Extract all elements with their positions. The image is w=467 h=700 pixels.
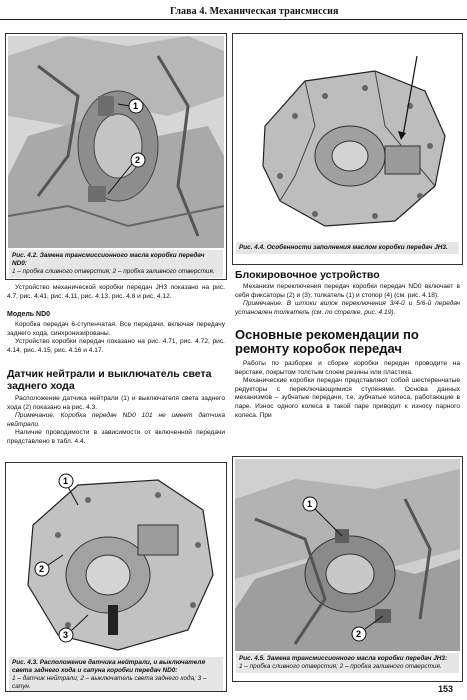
figure-caption (236, 653, 459, 673)
fig43-callout-3: 3 (63, 630, 69, 640)
gearbox-jh3-illustration (235, 36, 460, 236)
figure-4-2 (5, 33, 227, 280)
figure-4-3 (5, 462, 227, 692)
figure-caption (9, 250, 223, 278)
paragraph: Устройство коробки передач показано на рис. 4.71, рис. 4.72, рис. 4.14, рис. 4.15, рис. 4.16 и 4.17. (7, 338, 225, 354)
right-text-block (235, 283, 460, 317)
page-header (0, 0, 467, 22)
header-rule (0, 19, 467, 20)
paragraph: Коробка передач 6-ступенчатая. Все передачи, включая передачу заднего хода, синхронизированы. (7, 321, 225, 337)
figure-4-5 (232, 456, 463, 682)
figure-legend: 1 – пробка сливного отверстия; 2 – пробка заливного отверстия. (12, 268, 215, 275)
paragraph: Расположение датчика нейтрали (1) и выключателя света заднего хода (2) показано на рис. 4.3. (7, 395, 225, 411)
note: Примечание. В штоки вилок переключения 3/4-й и 5/6-й передач установлен толкатель (см. по стрелке, рис. 4.19). (235, 300, 460, 316)
figure-4-4 (232, 33, 463, 265)
figure-legend: 1 – пробка сливного отверстия; 2 – пробка заливного отверстия. (239, 663, 442, 670)
left-text-block (7, 321, 225, 355)
paragraph: Наличие проводимости в зависимости от включенной передачи представлено в табл. 4.4. (7, 429, 225, 445)
section-heading: Блокировочное устройство (235, 269, 380, 281)
note: Примечание. Коробка передач ND0 101 не имеет датчика нейтрали. (7, 412, 225, 428)
figure-title: Рис. 4.5. Замена трансмиссионного масла коробки передач JH3: (239, 655, 448, 662)
gearbox-jh3-oil-change-illustration (235, 459, 460, 651)
section-heading: Датчик нейтрали и выключатель света заднего хода (7, 368, 212, 392)
left-text-block (7, 284, 225, 301)
chapter-title: Глава 4. Механическая трансмиссия (170, 6, 339, 17)
fig43-callout-2: 2 (39, 564, 45, 574)
model-heading: Модель ND0 (7, 311, 51, 318)
left-text-block (7, 395, 225, 447)
figure-title: Рис. 4.4. Особенности заполнения маслом коробки передач JH3. (239, 244, 448, 251)
fig45-callout-1: 1 (307, 499, 313, 509)
paragraph: Устройство механической коробки передач JH3 показано на рис. 4.7, рис. 4.41, рис. 4.11, рис. 4.13, рис. 4.8 и рис. 4.12. (7, 284, 225, 300)
gearbox-nd0-sensors-illustration (8, 465, 224, 655)
figure-caption (9, 657, 223, 692)
figure-caption (236, 242, 459, 254)
gearbox-engine-bay-illustration (8, 36, 224, 248)
page-number: 153 (437, 684, 453, 694)
fig43-callout-1: 1 (63, 476, 69, 486)
paragraph: Механизм переключения передач коробки передач ND0 включает в себя фиксаторы (2) и (3), толкатель (1) и стопор (4) (см. рис. 4.18). (235, 283, 460, 299)
right-text-block (235, 360, 460, 420)
figure-legend: 1 – датчик нейтрали; 2 – выключатель света заднего хода; 3 – сапун. (12, 675, 207, 690)
paragraph: Работы по разборке и сборке коробки передач проводите на верстаке, покрытом толстым слоем резины или пластика. (235, 360, 460, 376)
paragraph: Механические коробки передач представляют собой шестеренчатые редукторы с переключающимися ступенями. Основа данных механизмов – зубчатые передачи, т.е. зубчатые колеса, работающие в паре. Износ одного колеса в такой паре приводит к износу парного колеса. При (235, 377, 460, 419)
figure-title: Рис. 4.2. Замена трансмиссионного масла коробки передач ND0: (12, 252, 205, 267)
fig42-callout-1: 1 (133, 101, 139, 111)
figure-title: Рис. 4.3. Расположение датчика нейтрали, и выключателя света заднего хода и сапуна коробки передач ND0: (12, 659, 206, 674)
main-heading: Основные рекомендации по ремонту коробок передач (235, 327, 419, 356)
fig42-callout-2: 2 (135, 155, 141, 165)
fig45-callout-2: 2 (356, 629, 362, 639)
